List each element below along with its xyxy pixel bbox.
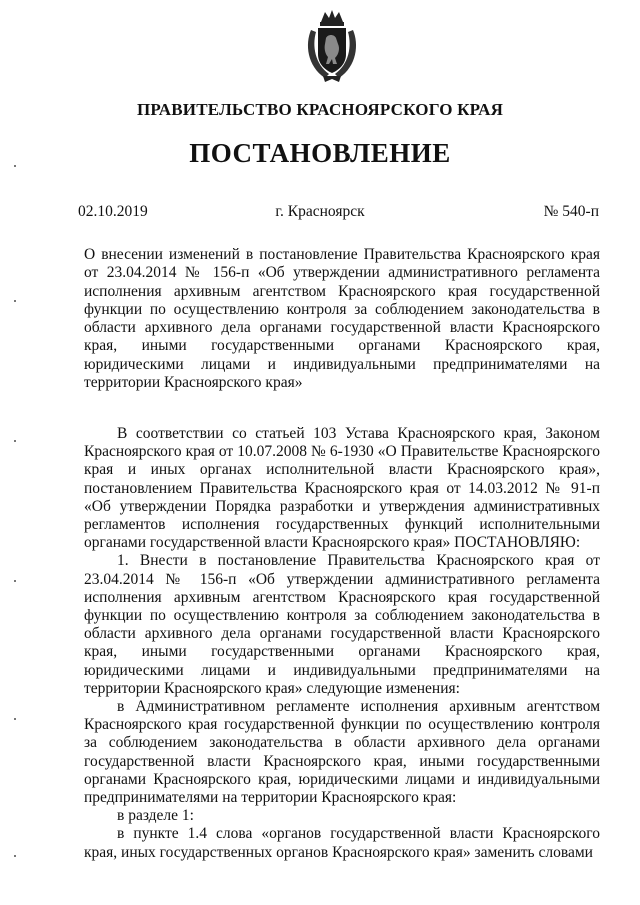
- document-city: г. Красноярск: [275, 203, 365, 220]
- document-body: [84, 425, 600, 862]
- krasnoyarsk-coat-of-arms-icon: [303, 8, 361, 84]
- scan-speck: [14, 440, 16, 442]
- document-number: № 540-п: [543, 203, 599, 220]
- document-date: 02.10.2019: [78, 203, 148, 220]
- body-paragraph: в пункте 1.4 слова «органов государственной власти Красноярского края, иных государственных органов Красноярского края» заменить словами: [84, 825, 600, 861]
- body-paragraph: в Административном регламенте исполнения архивным агентством Красноярского края государственной функции по осуществлению контроля за соблюдением законодательства в области архивного дела органами государственной власти Красноярского края, иными государственными органами Красноярского края, юридическими лицами и индивидуальными предпринимателями на территории Красноярского края:: [84, 698, 600, 807]
- scan-speck: [14, 855, 16, 857]
- body-paragraph: в разделе 1:: [117, 807, 194, 825]
- scan-speck: [14, 580, 16, 582]
- scan-speck: [14, 165, 16, 167]
- organization-title: ПРАВИТЕЛЬСТВО КРАСНОЯРСКОГО КРАЯ: [136, 100, 504, 119]
- body-paragraph: В соответствии со статьей 103 Устава Красноярского края, Законом Красноярского края от 10.07.2008 № 6-1930 «О Правительстве Красноярского края и иных органах исполнительной власти Красноярского края», постановлением Правительства Красноярского края от 14.03.2012 № 91-п «Об утверждении Порядка разработки и утверждения административных регламентов исполнения государственных функций исполнительными органами государственной власти Красноярского края» ПОСТАНОВЛЯЮ:: [84, 425, 600, 552]
- body-paragraph: 1. Внести в постановление Правительства Красноярского края от 23.04.2014 № 156-п «Об утверждении административного регламента исполнения архивным агентством Красноярского края государственной функции по осуществлению контроля за соблюдением законодательства в области архивного дела органами государственной власти Красноярского края, иными государственными органами Красноярского края, юридическими лицами и индивидуальными предпринимателями на территории Красноярского края» следующие изменения:: [84, 552, 600, 697]
- scan-speck: [14, 718, 16, 720]
- document-type-title: ПОСТАНОВЛЕНИЕ: [189, 138, 451, 168]
- document-subject: О внесении изменений в постановление Правительства Красноярского края от 23.04.2014 № 156-п «Об утверждении административного регламента исполнения архивным агентством Красноярского края государственной функции по осуществлению контроля за соблюдением законодательства в области архивного дела органами государственной власти Красноярского края, иными государственными органами Красноярского края, юридическими лицами и индивидуальными предпринимателями на территории Красноярского края»: [84, 246, 600, 392]
- scan-speck: [14, 300, 16, 302]
